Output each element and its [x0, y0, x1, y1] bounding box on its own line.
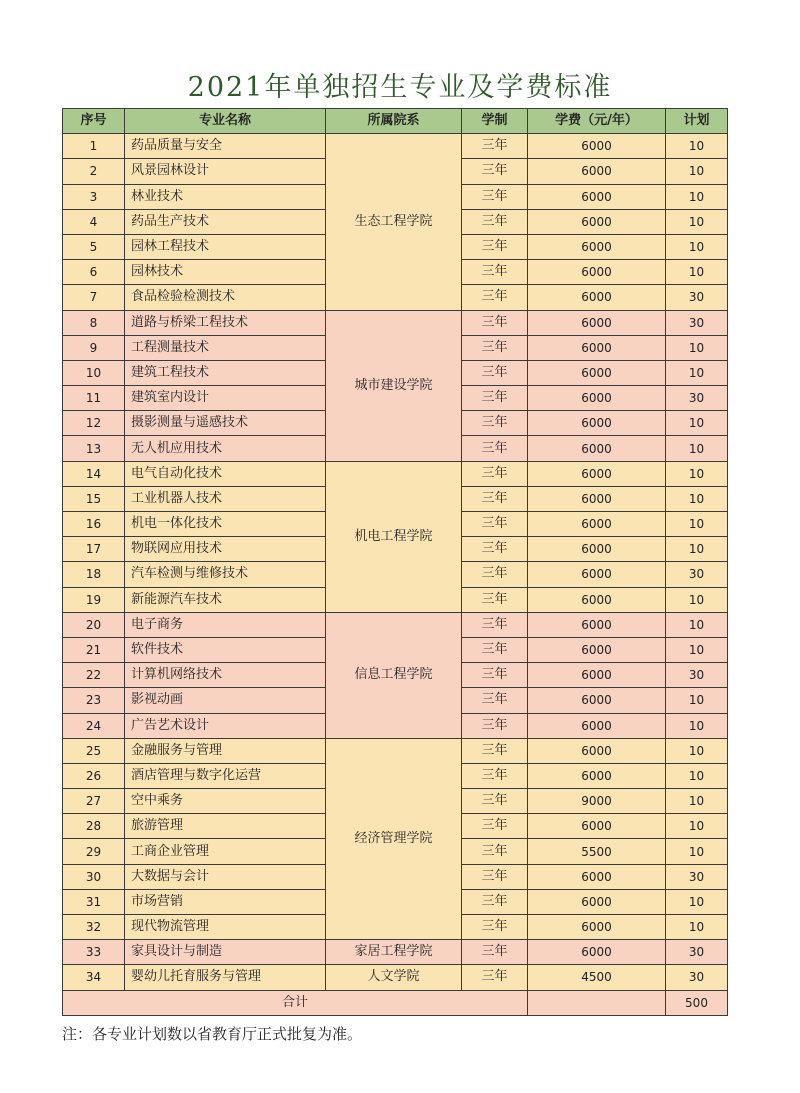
- row-number: 24: [63, 713, 125, 738]
- fee-cell: 6000: [528, 688, 666, 713]
- plan-cell: 10: [666, 814, 728, 839]
- total-row: [63, 990, 728, 1015]
- plan-cell: 10: [666, 512, 728, 537]
- major-name: 工商企业管理: [125, 839, 326, 864]
- duration-cell: 三年: [462, 915, 528, 940]
- duration-cell: 三年: [462, 738, 528, 763]
- department-cell: 生态工程学院: [326, 134, 462, 310]
- fee-cell: 6000: [528, 310, 666, 335]
- fee-cell: 6000: [528, 738, 666, 763]
- major-name: 现代物流管理: [125, 915, 326, 940]
- row-number: 1: [63, 134, 125, 159]
- duration-cell: 三年: [462, 310, 528, 335]
- plan-cell: 10: [666, 713, 728, 738]
- plan-cell: 10: [666, 839, 728, 864]
- duration-cell: 三年: [462, 688, 528, 713]
- row-number: 6: [63, 260, 125, 285]
- row-number: 11: [63, 386, 125, 411]
- duration-cell: 三年: [462, 134, 528, 159]
- major-name: 工程测量技术: [125, 335, 326, 360]
- duration-cell: 三年: [462, 839, 528, 864]
- fee-cell: 9000: [528, 789, 666, 814]
- fee-cell: 6000: [528, 763, 666, 788]
- fee-cell: 6000: [528, 637, 666, 662]
- duration-cell: 三年: [462, 713, 528, 738]
- plan-cell: 10: [666, 260, 728, 285]
- row-number: 28: [63, 814, 125, 839]
- major-name: 食品检验检测技术: [125, 285, 326, 310]
- total-plan: 500: [666, 990, 728, 1015]
- fee-cell: 6000: [528, 184, 666, 209]
- major-name: 物联网应用技术: [125, 537, 326, 562]
- row-number: 7: [63, 285, 125, 310]
- duration-cell: 三年: [462, 537, 528, 562]
- duration-cell: 三年: [462, 184, 528, 209]
- row-number: 23: [63, 688, 125, 713]
- duration-cell: 三年: [462, 512, 528, 537]
- row-number: 34: [63, 965, 125, 990]
- plan-cell: 10: [666, 537, 728, 562]
- major-name: 婴幼儿托育服务与管理: [125, 965, 326, 990]
- duration-cell: 三年: [462, 260, 528, 285]
- table-row: [63, 738, 728, 763]
- plan-cell: 10: [666, 234, 728, 259]
- plan-cell: 10: [666, 915, 728, 940]
- plan-cell: 30: [666, 562, 728, 587]
- duration-cell: 三年: [462, 411, 528, 436]
- fee-cell: 5500: [528, 839, 666, 864]
- enrollment-table: [62, 108, 728, 1016]
- fee-cell: 4500: [528, 965, 666, 990]
- major-name: 空中乘务: [125, 789, 326, 814]
- major-name: 建筑工程技术: [125, 360, 326, 385]
- footnote: 注：各专业计划数以省教育厅正式批复为准。: [62, 1025, 363, 1043]
- major-name: 酒店管理与数字化运营: [125, 763, 326, 788]
- duration-cell: 三年: [462, 789, 528, 814]
- fee-cell: 6000: [528, 209, 666, 234]
- plan-cell: 30: [666, 663, 728, 688]
- row-number: 22: [63, 663, 125, 688]
- plan-cell: 30: [666, 310, 728, 335]
- plan-cell: 10: [666, 335, 728, 360]
- table-row: [63, 310, 728, 335]
- row-number: 25: [63, 738, 125, 763]
- row-number: 14: [63, 461, 125, 486]
- fee-cell: 6000: [528, 134, 666, 159]
- plan-cell: 30: [666, 940, 728, 965]
- major-name: 无人机应用技术: [125, 436, 326, 461]
- row-number: 26: [63, 763, 125, 788]
- plan-cell: 30: [666, 864, 728, 889]
- row-number: 27: [63, 789, 125, 814]
- plan-cell: 30: [666, 285, 728, 310]
- header-no: 序号: [63, 109, 125, 134]
- major-name: 影视动画: [125, 688, 326, 713]
- duration-cell: 三年: [462, 386, 528, 411]
- fee-cell: 6000: [528, 537, 666, 562]
- plan-cell: 10: [666, 763, 728, 788]
- fee-cell: 6000: [528, 411, 666, 436]
- major-name: 道路与桥梁工程技术: [125, 310, 326, 335]
- table-row: [63, 612, 728, 637]
- fee-cell: 6000: [528, 486, 666, 511]
- row-number: 17: [63, 537, 125, 562]
- table-body: [63, 134, 728, 1016]
- duration-cell: 三年: [462, 663, 528, 688]
- fee-cell: 6000: [528, 159, 666, 184]
- fee-cell: 6000: [528, 814, 666, 839]
- total-label: 合计: [63, 990, 528, 1015]
- row-number: 9: [63, 335, 125, 360]
- row-number: 10: [63, 360, 125, 385]
- plan-cell: 10: [666, 789, 728, 814]
- table-row: [63, 461, 728, 486]
- plan-cell: 10: [666, 209, 728, 234]
- plan-cell: 10: [666, 612, 728, 637]
- department-cell: 人文学院: [326, 965, 462, 990]
- plan-cell: 10: [666, 411, 728, 436]
- row-number: 33: [63, 940, 125, 965]
- fee-cell: 6000: [528, 512, 666, 537]
- plan-cell: 10: [666, 159, 728, 184]
- major-name: 软件技术: [125, 637, 326, 662]
- row-number: 5: [63, 234, 125, 259]
- fee-cell: 6000: [528, 386, 666, 411]
- row-number: 3: [63, 184, 125, 209]
- row-number: 4: [63, 209, 125, 234]
- table-row: [63, 965, 728, 990]
- duration-cell: 三年: [462, 587, 528, 612]
- duration-cell: 三年: [462, 965, 528, 990]
- duration-cell: 三年: [462, 940, 528, 965]
- department-cell: 信息工程学院: [326, 612, 462, 738]
- major-name: 家具设计与制造: [125, 940, 326, 965]
- major-name: 药品质量与安全: [125, 134, 326, 159]
- row-number: 18: [63, 562, 125, 587]
- fee-cell: 6000: [528, 562, 666, 587]
- duration-cell: 三年: [462, 159, 528, 184]
- plan-cell: 30: [666, 965, 728, 990]
- duration-cell: 三年: [462, 461, 528, 486]
- row-number: 13: [63, 436, 125, 461]
- fee-cell: 6000: [528, 940, 666, 965]
- row-number: 30: [63, 864, 125, 889]
- header-duration: 学制: [462, 109, 528, 134]
- plan-cell: 10: [666, 637, 728, 662]
- major-name: 园林技术: [125, 260, 326, 285]
- fee-cell: 6000: [528, 260, 666, 285]
- major-name: 汽车检测与维修技术: [125, 562, 326, 587]
- major-name: 金融服务与管理: [125, 738, 326, 763]
- row-number: 32: [63, 915, 125, 940]
- major-name: 计算机网络技术: [125, 663, 326, 688]
- fee-cell: 6000: [528, 461, 666, 486]
- fee-cell: 6000: [528, 612, 666, 637]
- plan-cell: 10: [666, 738, 728, 763]
- plan-cell: 10: [666, 486, 728, 511]
- plan-cell: 10: [666, 134, 728, 159]
- major-name: 电子商务: [125, 612, 326, 637]
- department-cell: 家居工程学院: [326, 940, 462, 965]
- duration-cell: 三年: [462, 612, 528, 637]
- plan-cell: 10: [666, 688, 728, 713]
- major-name: 机电一体化技术: [125, 512, 326, 537]
- fee-cell: 6000: [528, 587, 666, 612]
- major-name: 电气自动化技术: [125, 461, 326, 486]
- duration-cell: 三年: [462, 436, 528, 461]
- fee-cell: 6000: [528, 335, 666, 360]
- row-number: 2: [63, 159, 125, 184]
- duration-cell: 三年: [462, 285, 528, 310]
- table-row: [63, 940, 728, 965]
- duration-cell: 三年: [462, 335, 528, 360]
- row-number: 16: [63, 512, 125, 537]
- plan-cell: 10: [666, 461, 728, 486]
- major-name: 市场营销: [125, 889, 326, 914]
- plan-cell: 10: [666, 436, 728, 461]
- major-name: 建筑室内设计: [125, 386, 326, 411]
- header-dept: 所属院系: [326, 109, 462, 134]
- row-number: 8: [63, 310, 125, 335]
- plan-cell: 10: [666, 889, 728, 914]
- duration-cell: 三年: [462, 814, 528, 839]
- major-name: 广告艺术设计: [125, 713, 326, 738]
- duration-cell: 三年: [462, 889, 528, 914]
- duration-cell: 三年: [462, 562, 528, 587]
- duration-cell: 三年: [462, 763, 528, 788]
- table-header-row: [63, 109, 728, 134]
- plan-cell: 10: [666, 184, 728, 209]
- duration-cell: 三年: [462, 360, 528, 385]
- fee-cell: 6000: [528, 234, 666, 259]
- duration-cell: 三年: [462, 486, 528, 511]
- row-number: 20: [63, 612, 125, 637]
- duration-cell: 三年: [462, 209, 528, 234]
- major-name: 新能源汽车技术: [125, 587, 326, 612]
- fee-cell: 6000: [528, 663, 666, 688]
- major-name: 风景园林设计: [125, 159, 326, 184]
- fee-cell: 6000: [528, 915, 666, 940]
- row-number: 12: [63, 411, 125, 436]
- row-number: 29: [63, 839, 125, 864]
- department-cell: 经济管理学院: [326, 738, 462, 940]
- fee-cell: 6000: [528, 889, 666, 914]
- major-name: 工业机器人技术: [125, 486, 326, 511]
- plan-cell: 30: [666, 386, 728, 411]
- major-name: 林业技术: [125, 184, 326, 209]
- plan-cell: 10: [666, 360, 728, 385]
- department-cell: 城市建设学院: [326, 310, 462, 461]
- fee-cell: 6000: [528, 360, 666, 385]
- major-name: 旅游管理: [125, 814, 326, 839]
- row-number: 21: [63, 637, 125, 662]
- fee-cell: 6000: [528, 713, 666, 738]
- major-name: 药品生产技术: [125, 209, 326, 234]
- duration-cell: 三年: [462, 234, 528, 259]
- header-major: 专业名称: [125, 109, 326, 134]
- row-number: 31: [63, 889, 125, 914]
- duration-cell: 三年: [462, 637, 528, 662]
- header-fee: 学费（元/年）: [528, 109, 666, 134]
- major-name: 摄影测量与遥感技术: [125, 411, 326, 436]
- total-fee-empty: [528, 990, 666, 1015]
- row-number: 19: [63, 587, 125, 612]
- header-plan: 计划: [666, 109, 728, 134]
- row-number: 15: [63, 486, 125, 511]
- duration-cell: 三年: [462, 864, 528, 889]
- major-name: 大数据与会计: [125, 864, 326, 889]
- page-title: 2021年单独招生专业及学费标准: [187, 72, 613, 103]
- table-row: [63, 134, 728, 159]
- major-name: 园林工程技术: [125, 234, 326, 259]
- plan-cell: 10: [666, 587, 728, 612]
- fee-cell: 6000: [528, 864, 666, 889]
- department-cell: 机电工程学院: [326, 461, 462, 612]
- fee-cell: 6000: [528, 436, 666, 461]
- fee-cell: 6000: [528, 285, 666, 310]
